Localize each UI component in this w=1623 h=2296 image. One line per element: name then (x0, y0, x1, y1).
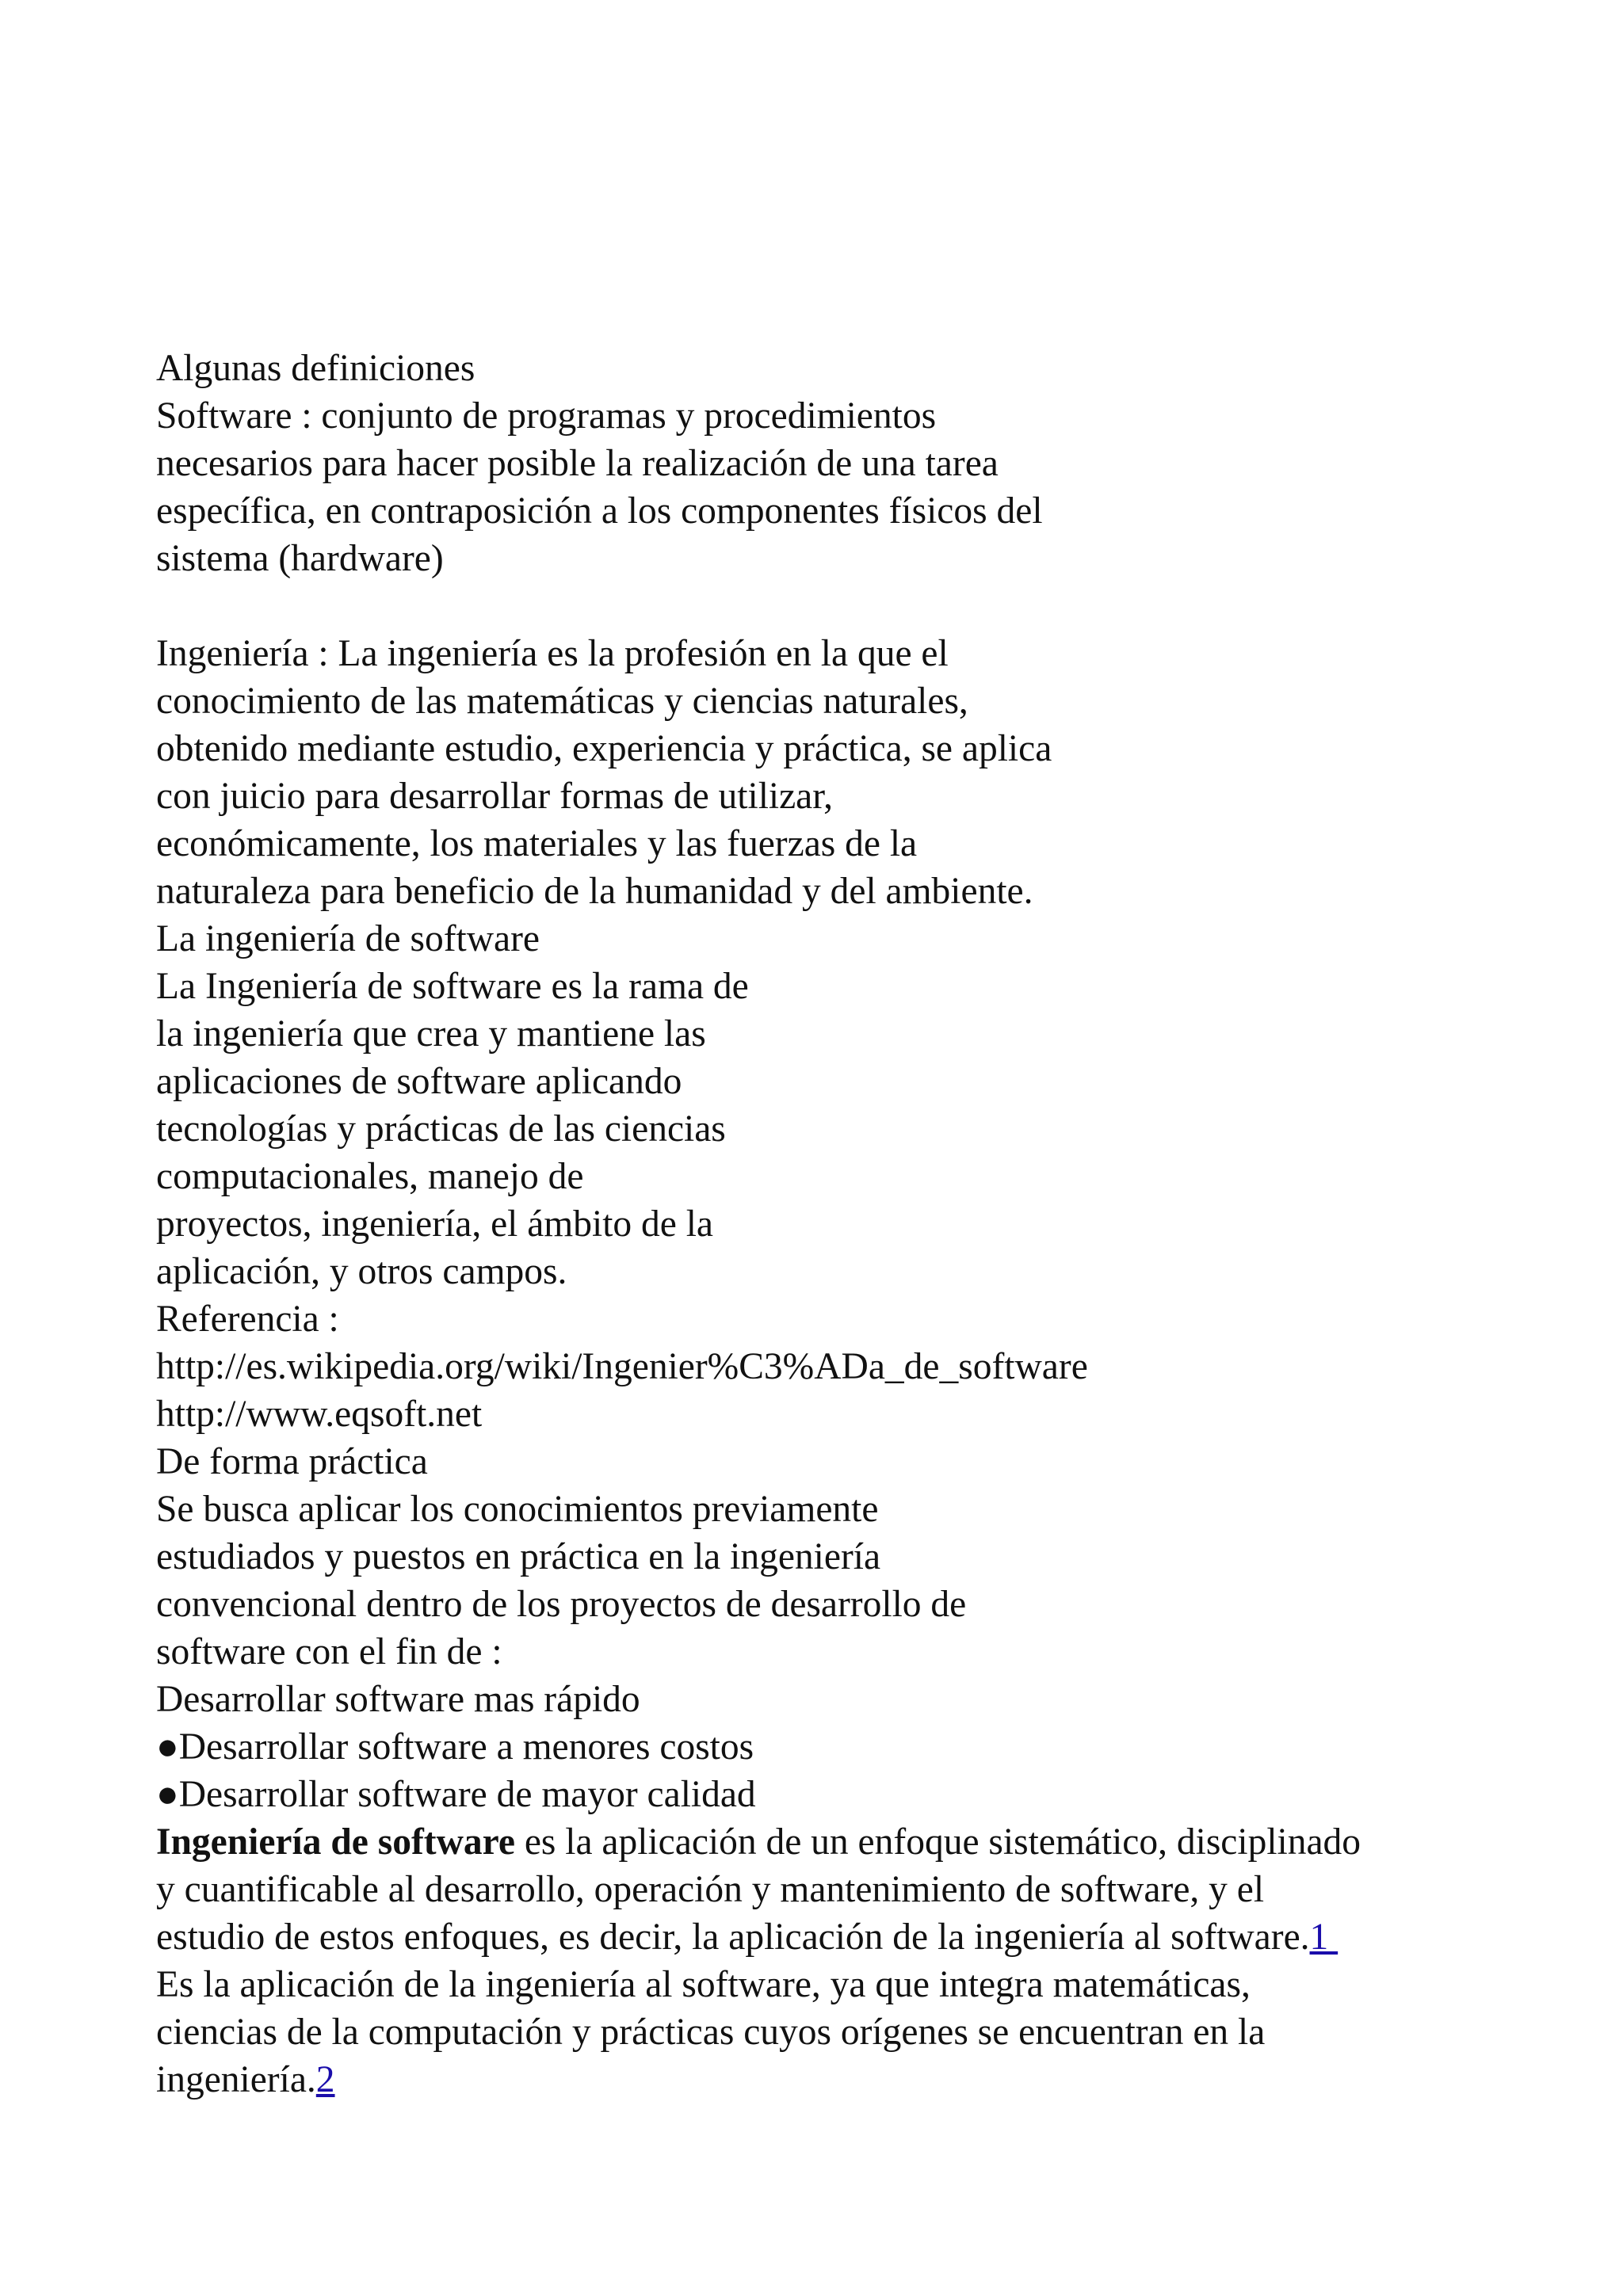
final-paragraph-line: ciencias de la computación y prácticas cuyos orígenes se encuentran en la (156, 2012, 1266, 2053)
is-def-line: La Ingeniería de software es la rama de (156, 966, 749, 1007)
ingenieria-def-line: obtenido mediante estudio, experiencia y práctica, se aplica (156, 728, 1052, 769)
is-def-line: tecnologías y prácticas de las ciencias (156, 1108, 726, 1150)
practica-line: estudiados y puestos en práctica en la ingeniería (156, 1536, 881, 1577)
software-def-line: Software : conjunto de programas y procedimientos (156, 395, 937, 437)
final-paragraph-line (156, 2056, 1503, 2103)
heading-forma-practica: De forma práctica (156, 1441, 428, 1482)
practica-line: software con el fin de : (156, 1631, 502, 1672)
is-def-line: computacionales, manejo de (156, 1156, 584, 1197)
ingenieria-def-line: naturaleza para beneficio de la humanidad y del ambiente. (156, 871, 1033, 912)
reference-url-wikipedia: http://es.wikipedia.org/wiki/Ingenier%C3%ADa_de_software (156, 1346, 1088, 1387)
goal-item: ●Desarrollar software de mayor calidad (156, 1774, 756, 1815)
final-paragraph-line (156, 1913, 1503, 1961)
software-def-line: sistema (hardware) (156, 538, 444, 579)
practica-line: convencional dentro de los proyectos de desarrollo de (156, 1584, 967, 1625)
is-def-line: la ingeniería que crea y mantiene las (156, 1013, 706, 1055)
software-def-line: específica, en contraposición a los componentes físicos del (156, 490, 1043, 532)
software-def-line: necesarios para hacer posible la realización de una tarea (156, 443, 999, 484)
term-bold: Ingeniería de software (156, 1821, 515, 1863)
blank-line (156, 582, 1503, 630)
referencia-label: Referencia : (156, 1299, 339, 1340)
goal-item: Desarrollar software mas rápido (156, 1679, 640, 1720)
heading-ingenieria-software: La ingeniería de software (156, 918, 540, 959)
final-text: es la aplicación de un enfoque sistemático, disciplinado (514, 1821, 1361, 1863)
final-paragraph-line: y cuantificable al desarrollo, operación y mantenimiento de software, y el (156, 1869, 1265, 1910)
final-paragraph-line (156, 1818, 1503, 1866)
ingenieria-def-line: Ingeniería : La ingeniería es la profesión en la que el (156, 633, 949, 674)
goal-item: ●Desarrollar software a menores costos (156, 1726, 754, 1768)
heading-definiciones: Algunas definiciones (156, 348, 475, 389)
is-def-line: aplicaciones de software aplicando (156, 1061, 682, 1102)
is-def-line: proyectos, ingeniería, el ámbito de la (156, 1203, 714, 1245)
practica-line: Se busca aplicar los conocimientos previamente (156, 1489, 879, 1530)
footnote-link-1[interactable]: 1 (1309, 1917, 1338, 1958)
is-def-line: aplicación, y otros campos. (156, 1251, 567, 1292)
final-paragraph-line: Es la aplicación de la ingeniería al software, ya que integra matemáticas, (156, 1964, 1251, 2005)
ingenieria-def-line: conocimiento de las matemáticas y ciencias naturales, (156, 681, 968, 722)
final-text: estudio de estos enfoques, es decir, la aplicación de la ingeniería al software. (156, 1917, 1310, 1958)
ingenieria-def-line: económicamente, los materiales y las fuerzas de la (156, 823, 918, 864)
footnote-link-2[interactable]: 2 (315, 2059, 335, 2100)
final-text: ingeniería. (156, 2059, 316, 2100)
reference-url-eqsoft: http://www.eqsoft.net (156, 1394, 483, 1435)
document-body (156, 345, 1503, 2103)
ingenieria-def-line: con juicio para desarrollar formas de utilizar, (156, 776, 834, 817)
